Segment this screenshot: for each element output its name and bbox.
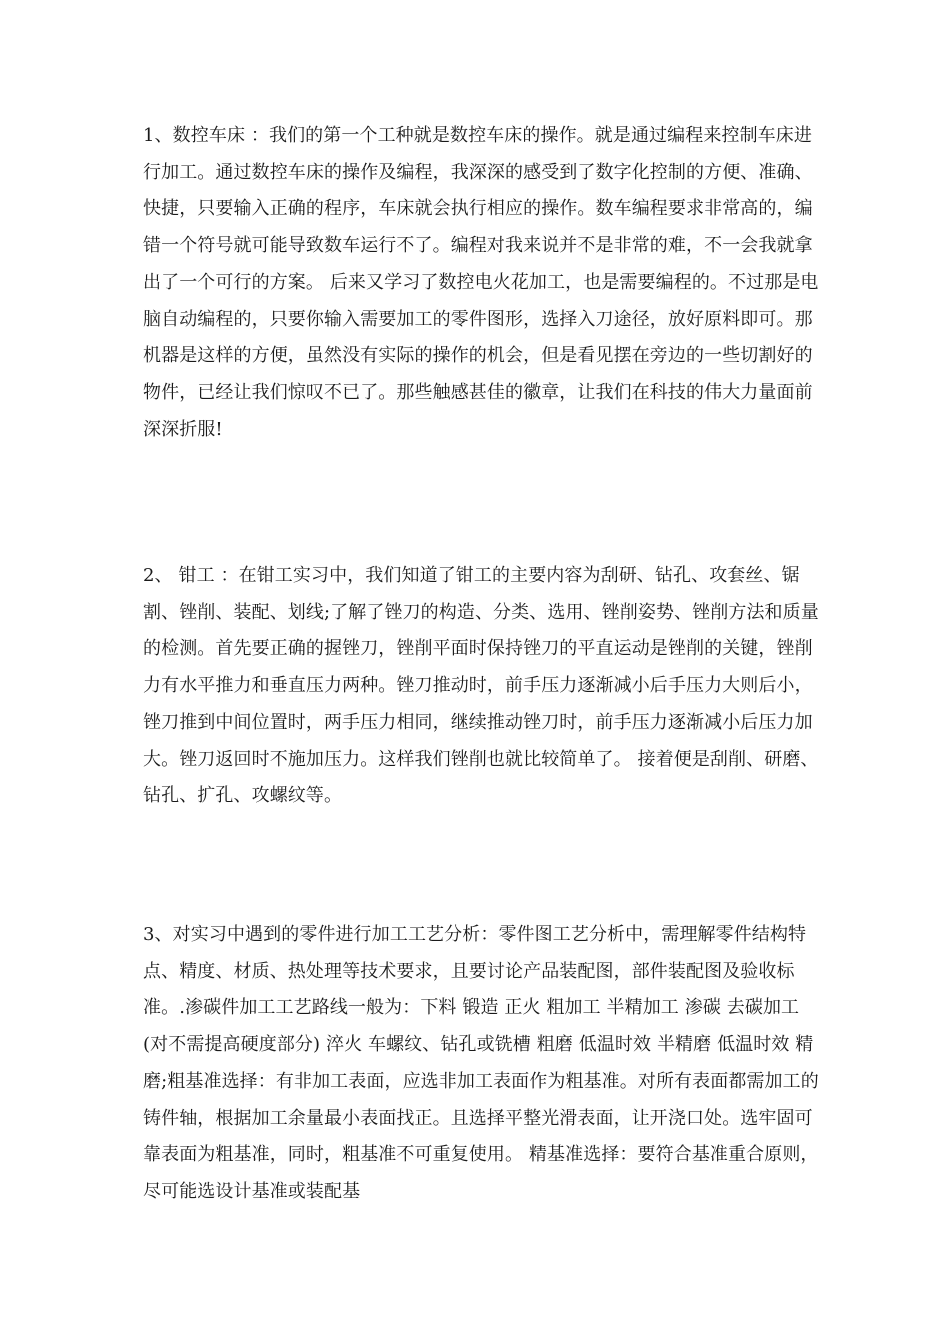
paragraph-fitter: 2、 钳工 ：在钳工实习中，我们知道了钳工的主要内容为刮研、钻孔、攻套丝、锯割、锉削、装配、划线;了解了锉刀的构造、分类、选用、锉削姿势、锉削方法和质量的检测。首先要正确的握锉刀，锉削平面时保持锉刀的平直运动是锉削的关键，锉削力有水平推力和垂直压力两种。锉刀推动时，前手压力逐渐减小后手压力大则后小，锉刀推到中间位置时，两手压力相同，继续推动锉刀时，前手压力逐渐减小后压力加大。锉刀返回时不施加压力。这样我们锉削也就比较简单了。 接着便是刮削、研磨、钻孔、扩孔、攻螺纹等。	[143, 565, 819, 807]
paragraph-process-analysis: 3、对实习中遇到的零件进行加工工艺分析：零件图工艺分析中，需理解零件结构特点、精度、材质、热处理等技术要求，且要讨论产品装配图，部件装配图及验收标准。.渗碳件加工工艺路线一般为：下料 锻造 正火 粗加工 半精加工 渗碳 去碳加工(对不需提高硬度部分) 淬火 车螺纹、钻孔或铣槽 粗磨 低温时效 半精磨 低温时效 精磨;粗基准选择：有非加工表面，应选非加工表面作为粗基准。对所有表面都需加工的铸件轴，根据加工余量最小表面找正。且选择平整光滑表面，让开浇口处。选牢固可靠表面为粗基准，同时，粗基准不可重复使用。 精基准选择：要符合基准重合原则，尽可能选设计基准或装配基	[143, 924, 819, 1202]
paragraph-cnc-lathe: 1、数控车床 ：我们的第一个工种就是数控车床的操作。就是通过编程来控制车床进行加工。通过数控车床的操作及编程，我深深的感受到了数字化控制的方便、准确、快捷，只要输入正确的程序，车床就会执行相应的操作。数车编程要求非常高的，编错一个符号就可能导致数车运行不了。编程对我来说并不是非常的难，不一会我就拿出了一个可行的方案。 后来又学习了数控电火花加工，也是需要编程的。不过那是电脑自动编程的，只要你输入需要加工的零件图形，选择入刀途径，放好原料即可。那机器是这样的方便，虽然没有实际的操作的机会，但是看见摆在旁边的一些切割好的物件，已经让我们惊叹不已了。那些触感甚佳的徽章，让我们在科技的伟大力量面前深深折服!	[143, 125, 819, 440]
